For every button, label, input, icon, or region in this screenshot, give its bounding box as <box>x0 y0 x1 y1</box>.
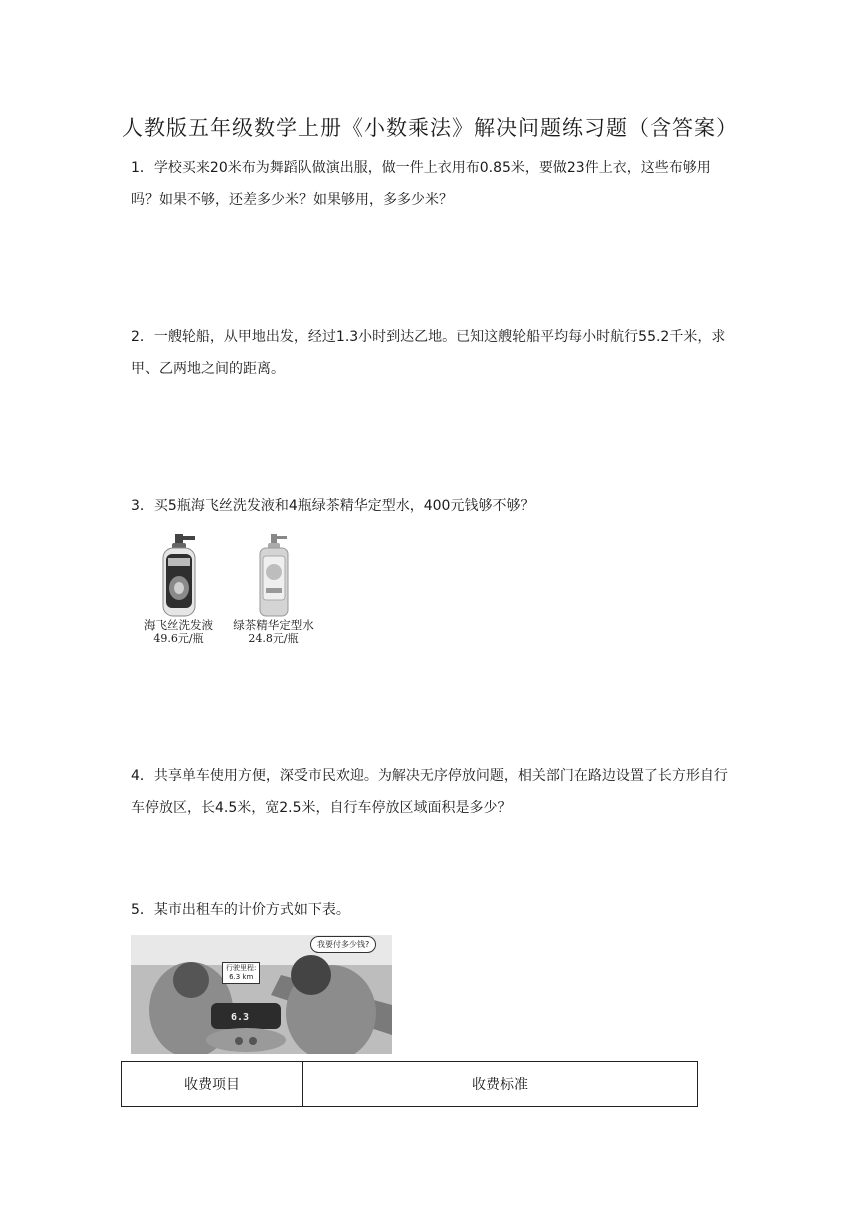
product-name: 绿茶精华定型水 <box>233 618 314 632</box>
question-2: 2．一艘轮船，从甲地出发，经过1.3小时到达乙地。已知这艘轮船平均每小时航行55.2千米，求甲、乙两地之间的距离。 <box>131 329 726 377</box>
question-3: 3．买5瓶海飞丝洗发液和4瓶绿茶精华定型水，400元钱够不够？ <box>131 498 535 514</box>
product-illustration <box>131 532 321 650</box>
question-5: 5．某市出租车的计价方式如下表。 <box>131 902 350 918</box>
product-name: 海飞丝洗发液 <box>144 618 213 632</box>
table-header-item: 收费项目 <box>122 1062 303 1107</box>
question-4: 4．共享单车使用方便，深受市民欢迎。为解决无序停放问题，相关部门在路边设置了长方形自行车停放区，长4.5米，宽2.5米，自行车停放区域面积是多少？ <box>131 768 728 816</box>
page-title: 人教版五年级数学上册《小数乘法》解决问题练习题（含答案） <box>122 116 738 140</box>
product-styling-water <box>226 532 321 645</box>
table-header-standard: 收费标准 <box>303 1062 698 1107</box>
mileage-value: 6.3 km <box>229 973 254 981</box>
product-price: 24.8元/瓶 <box>248 632 299 645</box>
mileage-sign <box>222 962 260 984</box>
fee-table <box>121 1061 698 1107</box>
mileage-label: 行驶里程: <box>226 964 257 972</box>
table-header-row <box>122 1062 698 1107</box>
speech-bubble: 我要付多少钱? <box>310 936 376 953</box>
product-price: 49.6元/瓶 <box>153 632 204 645</box>
styling-water-bottle-icon <box>244 532 304 618</box>
product-shampoo <box>131 532 226 645</box>
shampoo-bottle-icon <box>149 532 209 618</box>
question-1: 1．学校买来20米布为舞蹈队做演出服，做一件上衣用布0.85米，要做23件上衣，这些布够用吗？如果不够，还差多少米？如果够用，多多少米？ <box>131 160 711 208</box>
taxi-meter-display: 6.3 <box>231 1012 250 1023</box>
